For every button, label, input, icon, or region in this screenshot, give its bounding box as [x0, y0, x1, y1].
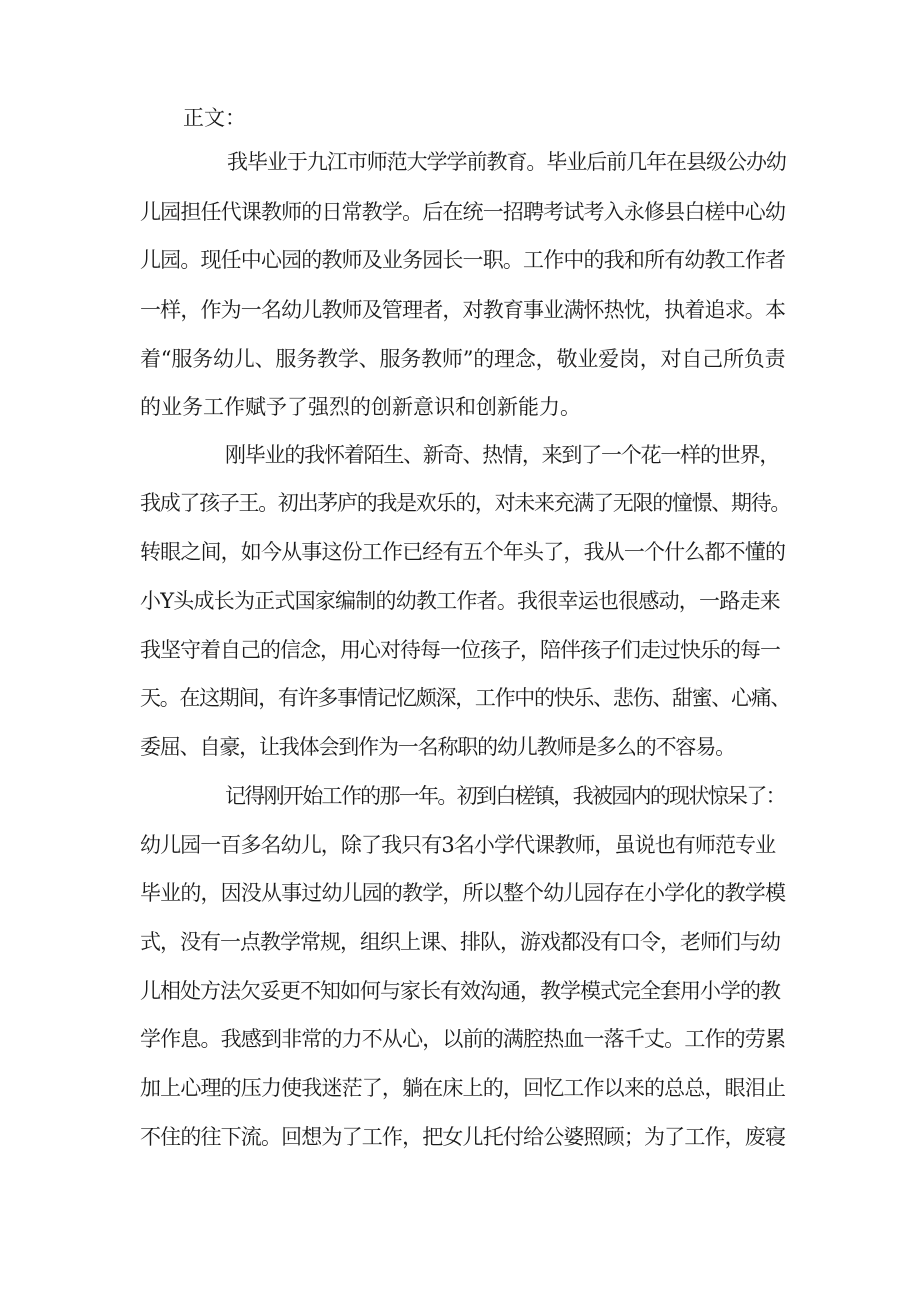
- paragraph-3-line-5: 儿相处方法欠妥更不知如何与家长有效沟通，教学模式完全套用小学的教: [140, 979, 780, 1003]
- paragraph-3-line-7: 加上心理的压力使我迷茫了，躺在床上的，回忆工作以来的总总，眼泪止: [140, 1076, 786, 1100]
- paragraph-3-line-1: 记得刚开始工作的那一年。初到白槎镇，我被园内的现状惊呆了：: [225, 784, 785, 808]
- paragraph-1-line-5: 着“服务幼儿、服务教学、服务教师”的理念，敬业爱岗，对自己所负责: [140, 347, 786, 371]
- paragraph-3-line-3: 毕业的，因没从事过幼儿园的教学，所以整个幼儿园存在小学化的教学模: [140, 881, 786, 905]
- paragraph-3-line-6: 学作息。我感到非常的力不从心，以前的满腔热血一落千丈。工作的劳累: [140, 1027, 786, 1051]
- paragraph-2-line-3: 转眼之间，如今从事这份工作已经有五个年头了，我从一个什么都不懂的: [140, 540, 786, 564]
- paragraph-2-line-7: 委屈、自豪，让我体会到作为一名称职的幼儿教师是多么的不容易。: [140, 735, 735, 759]
- paragraph-2-line-1: 刚毕业的我怀着陌生、新奇、热情，来到了一个花一样的世界，: [225, 443, 780, 467]
- paragraph-1-line-3: 儿园。现任中心园的教师及业务园长一职。工作中的我和所有幼教工作者: [140, 248, 786, 272]
- paragraph-1-line-4: 一样，作为一名幼儿教师及管理者，对教育事业满怀热忱，执着追求。本: [140, 298, 786, 322]
- paragraph-1-line-6: 的业务工作赋予了强烈的创新意识和创新能力。: [140, 395, 581, 419]
- paragraph-3-line-4: 式，没有一点教学常规，组织上课、排队，游戏都没有口令，老师们与幼: [140, 930, 780, 954]
- paragraph-2-line-2: 我成了孩子王。初出茅庐的我是欢乐的，对未来充满了无限的憧憬、期待。: [140, 491, 791, 515]
- paragraph-1-line-2: 儿园担任代课教师的日常教学。后在统一招聘考试考入永修县白槎中心幼: [140, 200, 786, 224]
- paragraph-2-line-6: 天。在这期间，有许多事情记忆颇深，工作中的快乐、悲伤、甜蜜、心痛、: [140, 686, 791, 710]
- paragraph-2-line-4: 小Y头成长为正式国家编制的幼教工作者。我很幸运也很感动，一路走来: [140, 589, 780, 613]
- paragraph-2-line-5: 我坚守着自己的信念，用心对待每一位孩子，陪伴孩子们走过快乐的每一: [140, 638, 780, 662]
- paragraph-3-line-2: 幼儿园一百多名幼儿，除了我只有3名小学代课教师，虽说也有师范专业: [140, 833, 776, 857]
- paragraph-1-line-1: 我毕业于九江市师范大学学前教育。毕业后前几年在县级公办幼: [227, 150, 786, 174]
- document-heading: 正文：: [183, 106, 246, 130]
- paragraph-3-line-8: 不住的往下流。回想为了工作，把女儿托付给公婆照顾；为了工作，废寝: [140, 1125, 786, 1149]
